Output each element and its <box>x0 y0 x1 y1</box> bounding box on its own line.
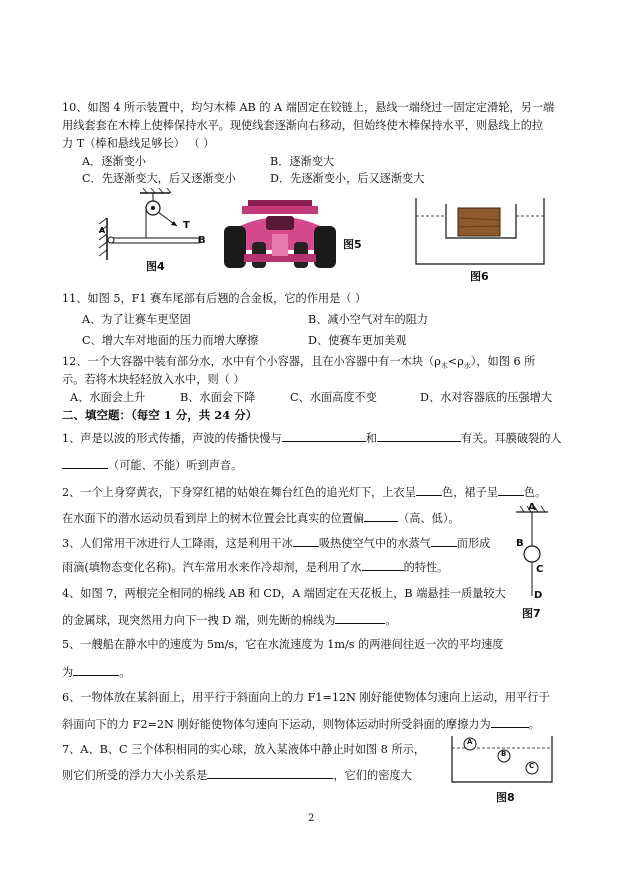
fig7-caption: 图7 <box>522 607 541 620</box>
fig4-label-t: T <box>183 220 190 231</box>
fill-q1-line2: （可能、不能）听到声音。 <box>62 457 242 473</box>
q11-option-d: D、使赛车更加美观 <box>308 334 407 347</box>
fill-q4-line1: 4、如图 7，两根完全相同的棉线 AB 和 CD，A 端固定在天花板上，B 端悬挂一质量较大 <box>62 587 506 600</box>
fill-q6-line2: 斜面向下的力 F2=2N 刚好能使物体匀速向下运动，则物体运动时所受斜面的摩擦力为 。 <box>62 718 540 731</box>
section-2-title: 二、填空题：（每空 1 分，共 24 分） <box>62 408 258 422</box>
fill-q4-line2: 的金属球，现突然用力向下一拽 D 端，则先断的棉线为 。 <box>62 614 397 627</box>
fill-q5-line1: 5、一艘船在静水中的速度为 5m/s，它在水流速度为 1m/s 的两港间往返一次的平均速度 <box>62 638 504 651</box>
figure-4-lever-diagram <box>95 188 215 268</box>
q12-option-c: C、水面高度不变 <box>290 391 377 404</box>
figure-7-thread-diagram <box>512 504 554 600</box>
fig7-label-b: B <box>516 538 524 549</box>
fig4-label-a: A <box>99 226 106 235</box>
fig5-caption: 图5 <box>343 238 362 251</box>
fig8-caption: 图8 <box>496 791 515 804</box>
fill-q7-line2: 则它们所受的浮力大小关系是 ，它们的密度大 <box>62 769 412 782</box>
q12-option-d: D、水对容器底的压强增大 <box>420 391 553 404</box>
fig4-caption: 图4 <box>146 260 165 273</box>
fig4-label-b: B <box>198 235 206 246</box>
fill-q6-line1: 6、一物体放在某斜面上，用平行于斜面向上的力 F1=12N 刚好能使物体匀速向上运动，用平行于 <box>62 691 550 704</box>
fig8-label-a: A <box>467 738 473 746</box>
q10-option-d: D．先逐渐变小，后又逐渐变大 <box>270 172 425 185</box>
fig7-label-a: A <box>528 502 536 513</box>
figure-8-floating-balls-diagram <box>448 734 556 786</box>
q11-option-a: A、为了让赛车更坚固 <box>82 313 191 326</box>
figure-6-container-diagram <box>412 196 548 268</box>
q11-option-b: B、减小空气对车的阻力 <box>308 313 429 326</box>
fill-q5-line2: 为 。 <box>62 666 131 679</box>
fill-q3-line1: 3、人们常用干冰进行人工降雨，这是利用干冰 吸热使空气中的水蒸气 而形成 <box>62 537 491 550</box>
q12-line2: 示。若将木块轻轻放入水中，则（ ） <box>62 373 245 386</box>
fig7-label-c: C <box>536 564 544 575</box>
q12-option-b: B、水面会下降 <box>180 391 256 404</box>
fill-q2-line2: 在水面下的潜水运动员看到岸上的树木位置会比真实的位置偏 （高、低）。 <box>62 512 460 525</box>
fig8-label-c: C <box>529 762 535 770</box>
q10-line3: 力 T（棒和悬线足够长） （ ） <box>62 137 215 150</box>
fill-q1-line1: 1、声是以波的形式传播，声波的传播快慢与 和 有关。耳膜破裂的人 <box>62 432 562 445</box>
q12-line1: 12、一个大容器中装有部分水，水中有个小容器，且在小容器中有一木块$(\rho_木<\rho_水)$，如图 6 所 <box>62 355 536 371</box>
q12-option-a: A、水面会上升 <box>70 391 146 404</box>
q10-line2: 用线套套在木棒上使棒保持水平。现使线套逐渐向右移动，但始终使木棒保持水平，则悬线上的拉 <box>62 119 544 132</box>
figure-5-f1-car-image <box>222 196 338 272</box>
fill-q3-line2: 雨滴(填物态变化名称)。汽车常用水来作冷却剂，是利用了水 的特性。 <box>62 561 449 574</box>
q10-option-c: C．先逐渐变大，后又逐渐变小 <box>82 172 236 185</box>
q10-line1: 10、如图 4 所示装置中，均匀木棒 AB 的 A 端固定在铰链上，悬线一端绕过一固定定滑轮，另一端 <box>62 101 555 114</box>
page-number: 2 <box>308 813 315 824</box>
q10-option-a: A．逐渐变小 <box>82 155 147 168</box>
fill-q7-line1: 7、A、B、C 三个体积相同的实心球，放入某液体中静止时如图 8 所示， <box>62 743 426 756</box>
q10-option-b: B．逐渐变大 <box>270 155 335 168</box>
fig8-label-b: B <box>501 750 507 758</box>
fig7-label-d: D <box>534 590 543 601</box>
q11-option-c: C、增大车对地面的压力而增大摩擦 <box>82 334 259 347</box>
q11-stem: 11、如图 5，F1 赛车尾部有后翘的合金板，它的作用是（ ） <box>62 292 367 305</box>
fig6-caption: 图6 <box>470 270 489 283</box>
fill-q2-line1: 2、一个上身穿黄衣，下身穿红裙的姑娘在舞台红色的追光灯下，上衣呈 色，裙子呈 色。 <box>62 486 547 499</box>
